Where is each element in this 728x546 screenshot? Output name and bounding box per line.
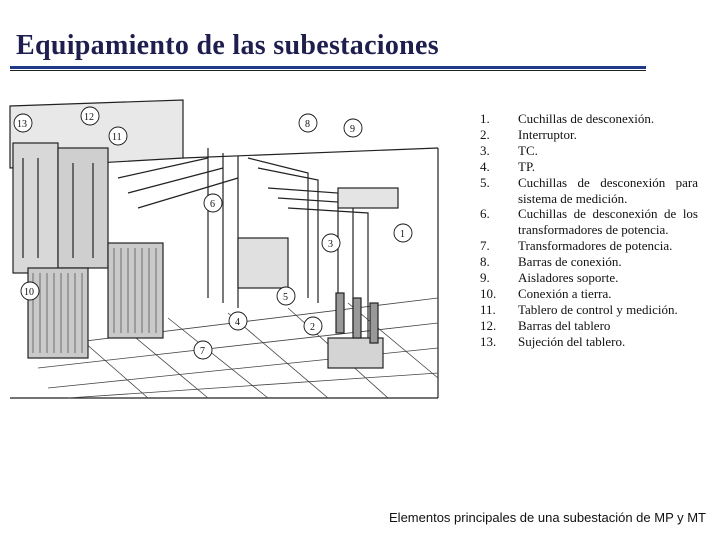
- legend-item-13: [480, 334, 698, 350]
- callout-10: 10: [24, 287, 34, 298]
- page-title: Equipamiento de las subestaciones: [16, 30, 439, 61]
- legend-list: [480, 111, 698, 350]
- legend-num: 9.: [480, 270, 490, 286]
- callout-11: 11: [112, 132, 122, 143]
- legend-num: 6.: [480, 206, 490, 222]
- legend-item-5: [480, 175, 698, 207]
- callout-1: 1: [400, 229, 405, 240]
- legend-num: 2.: [480, 126, 490, 142]
- legend-item-10: [480, 286, 698, 302]
- substation-diagram: [8, 98, 458, 413]
- legend-text: Barras del tablero: [518, 317, 611, 333]
- callout-12: 12: [84, 112, 94, 123]
- legend-num: 12.: [480, 317, 497, 333]
- legend-item-1: [480, 111, 698, 127]
- legend-num: 10.: [480, 285, 497, 301]
- title-underline-thin: [10, 70, 646, 71]
- legend-item-7: [480, 238, 698, 254]
- legend-item-12: [480, 318, 698, 334]
- legend-text: Interruptor.: [518, 126, 577, 142]
- legend-num: 4.: [480, 158, 490, 174]
- legend-num: 1.: [480, 111, 490, 126]
- legend-text: Cuchillas de desconexión para sistema de medición.: [518, 174, 698, 206]
- legend-item-9: [480, 270, 698, 286]
- legend-text: Cuchillas de desconexión.: [518, 111, 655, 126]
- legend-text: Aisladores soporte.: [518, 270, 619, 286]
- legend-item-2: [480, 127, 698, 143]
- legend-item-11: [480, 302, 698, 318]
- legend-text: Cuchillas de desconexión de los transformadores de potencia.: [518, 206, 698, 238]
- callout-9: 9: [350, 124, 355, 135]
- legend-text: Transformadores de potencia.: [518, 238, 673, 254]
- legend-item-3: [480, 143, 698, 159]
- callout-7: 7: [200, 346, 205, 357]
- callout-3: 3: [328, 239, 333, 250]
- callout-4: 4: [235, 317, 240, 328]
- legend-text: Barras de conexión.: [518, 254, 622, 270]
- callout-2: 2: [310, 322, 315, 333]
- legend-text: Conexión a tierra.: [518, 285, 612, 301]
- legend-text: TC.: [518, 142, 538, 158]
- title-underline: [10, 66, 646, 69]
- legend-num: 3.: [480, 142, 490, 158]
- legend-num: 13.: [480, 333, 497, 349]
- figure-caption: Elementos principales de una subestación de MP y MT: [389, 510, 706, 525]
- legend-num: 8.: [480, 254, 490, 270]
- legend-num: 5.: [480, 174, 490, 190]
- legend-num: 11.: [480, 301, 496, 317]
- legend-text: TP.: [518, 158, 535, 174]
- legend-num: 7.: [480, 238, 490, 254]
- callout-6: 6: [210, 199, 215, 210]
- legend-item-6: [480, 206, 698, 238]
- callout-5: 5: [283, 292, 288, 303]
- legend-text: Sujeción del tablero.: [518, 333, 626, 349]
- legend-item-4: [480, 159, 698, 175]
- legend-text: Tablero de control y medición.: [518, 301, 678, 317]
- callout-13: 13: [17, 119, 27, 130]
- callout-8: 8: [305, 119, 310, 130]
- legend-item-8: [480, 254, 698, 270]
